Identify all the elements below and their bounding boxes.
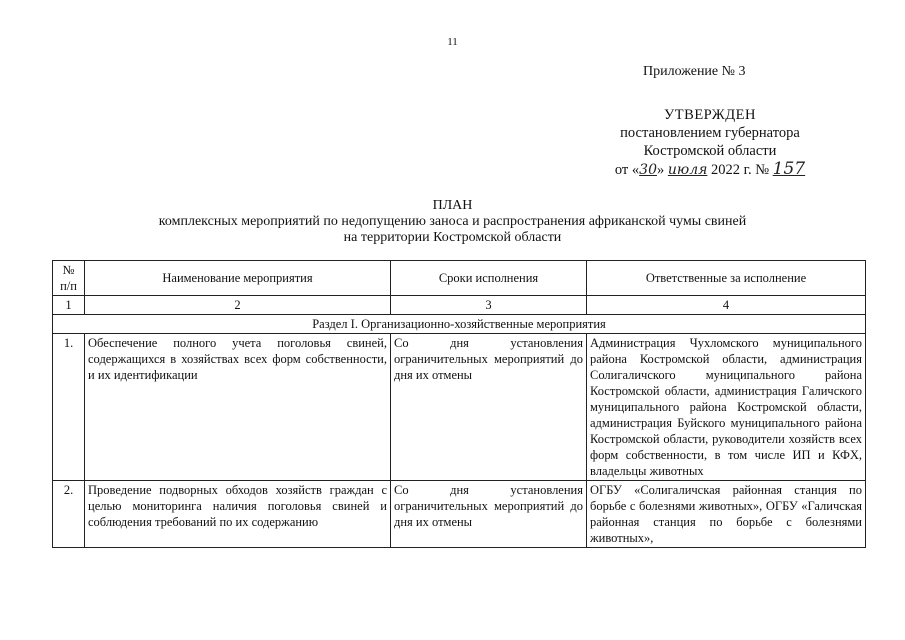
row-number: 2.: [53, 481, 85, 548]
row-name: Проведение подворных обходов хозяйств граждан с целью мониторинга наличия поголовья свиней и соблюдения требований по их содержанию: [85, 481, 391, 548]
title-line-3: на территории Костромской области: [343, 230, 562, 245]
document-title: [0, 198, 905, 246]
row-name: Обеспечение полного учета поголовья свиней, содержащихся в хозяйствах всех форм собственности, и их идентификации: [85, 334, 391, 481]
row-responsible: ОГБУ «Солигаличская районная станция по борьбе с болезнями животных», ОГБУ «Галичская районная станция по борьбе с болезнями животных»,: [587, 481, 866, 548]
appendix-label: Приложение № 3: [643, 64, 746, 79]
page-number: 11: [447, 36, 458, 48]
date-mid: »: [656, 162, 668, 178]
date-year: 2022 г. №: [707, 162, 773, 178]
table-row: [53, 481, 866, 548]
index-cell: 2: [85, 296, 391, 315]
approval-line-2: Костромской области: [643, 143, 777, 159]
approval-line-1: постановлением губернатора: [620, 125, 800, 141]
table-header-row: [53, 261, 866, 296]
approval-date-line: [560, 160, 860, 179]
decree-number-handwritten: 157: [772, 159, 806, 179]
date-prefix: от «: [614, 162, 640, 178]
index-cell: 1: [53, 296, 85, 315]
header-responsible: Ответственные за исполнение: [587, 261, 866, 296]
index-cell: 3: [391, 296, 587, 315]
title-line-1: ПЛАН: [432, 198, 473, 213]
row-number: 1.: [53, 334, 85, 481]
header-term: Сроки исполнения: [391, 261, 587, 296]
header-num: № п/п: [53, 261, 85, 296]
section-row: [53, 315, 866, 334]
date-month-handwritten: июля: [667, 162, 708, 178]
header-name: Наименование мероприятия: [85, 261, 391, 296]
plan-table: [52, 260, 866, 548]
index-cell: 4: [587, 296, 866, 315]
table-index-row: [53, 296, 866, 315]
row-term: Со дня установления ограничительных мероприятий до дня их отмены: [391, 481, 587, 548]
row-term: Со дня установления ограничительных мероприятий до дня их отмены: [391, 334, 587, 481]
title-line-2: комплексных мероприятий по недопущению заноса и распространения африканской чумы свиней: [158, 214, 747, 229]
approval-heading: УТВЕРЖДЕН: [664, 107, 756, 123]
approval-block: [560, 106, 860, 179]
table-row: [53, 334, 866, 481]
date-day-handwritten: 30: [639, 162, 657, 178]
section-title: Раздел I. Организационно-хозяйственные мероприятия: [53, 315, 866, 334]
row-responsible: Администрация Чухломского муниципального района Костромской области, администрация Солигаличского муниципального района Костромской области, администрация Галичского муниципального района Костромской области, администрация Буйского муниципального района Костромской области, руководители хозяйств всех форм собственности, в том числе ИП и КФХ, владельцы животных: [587, 334, 866, 481]
